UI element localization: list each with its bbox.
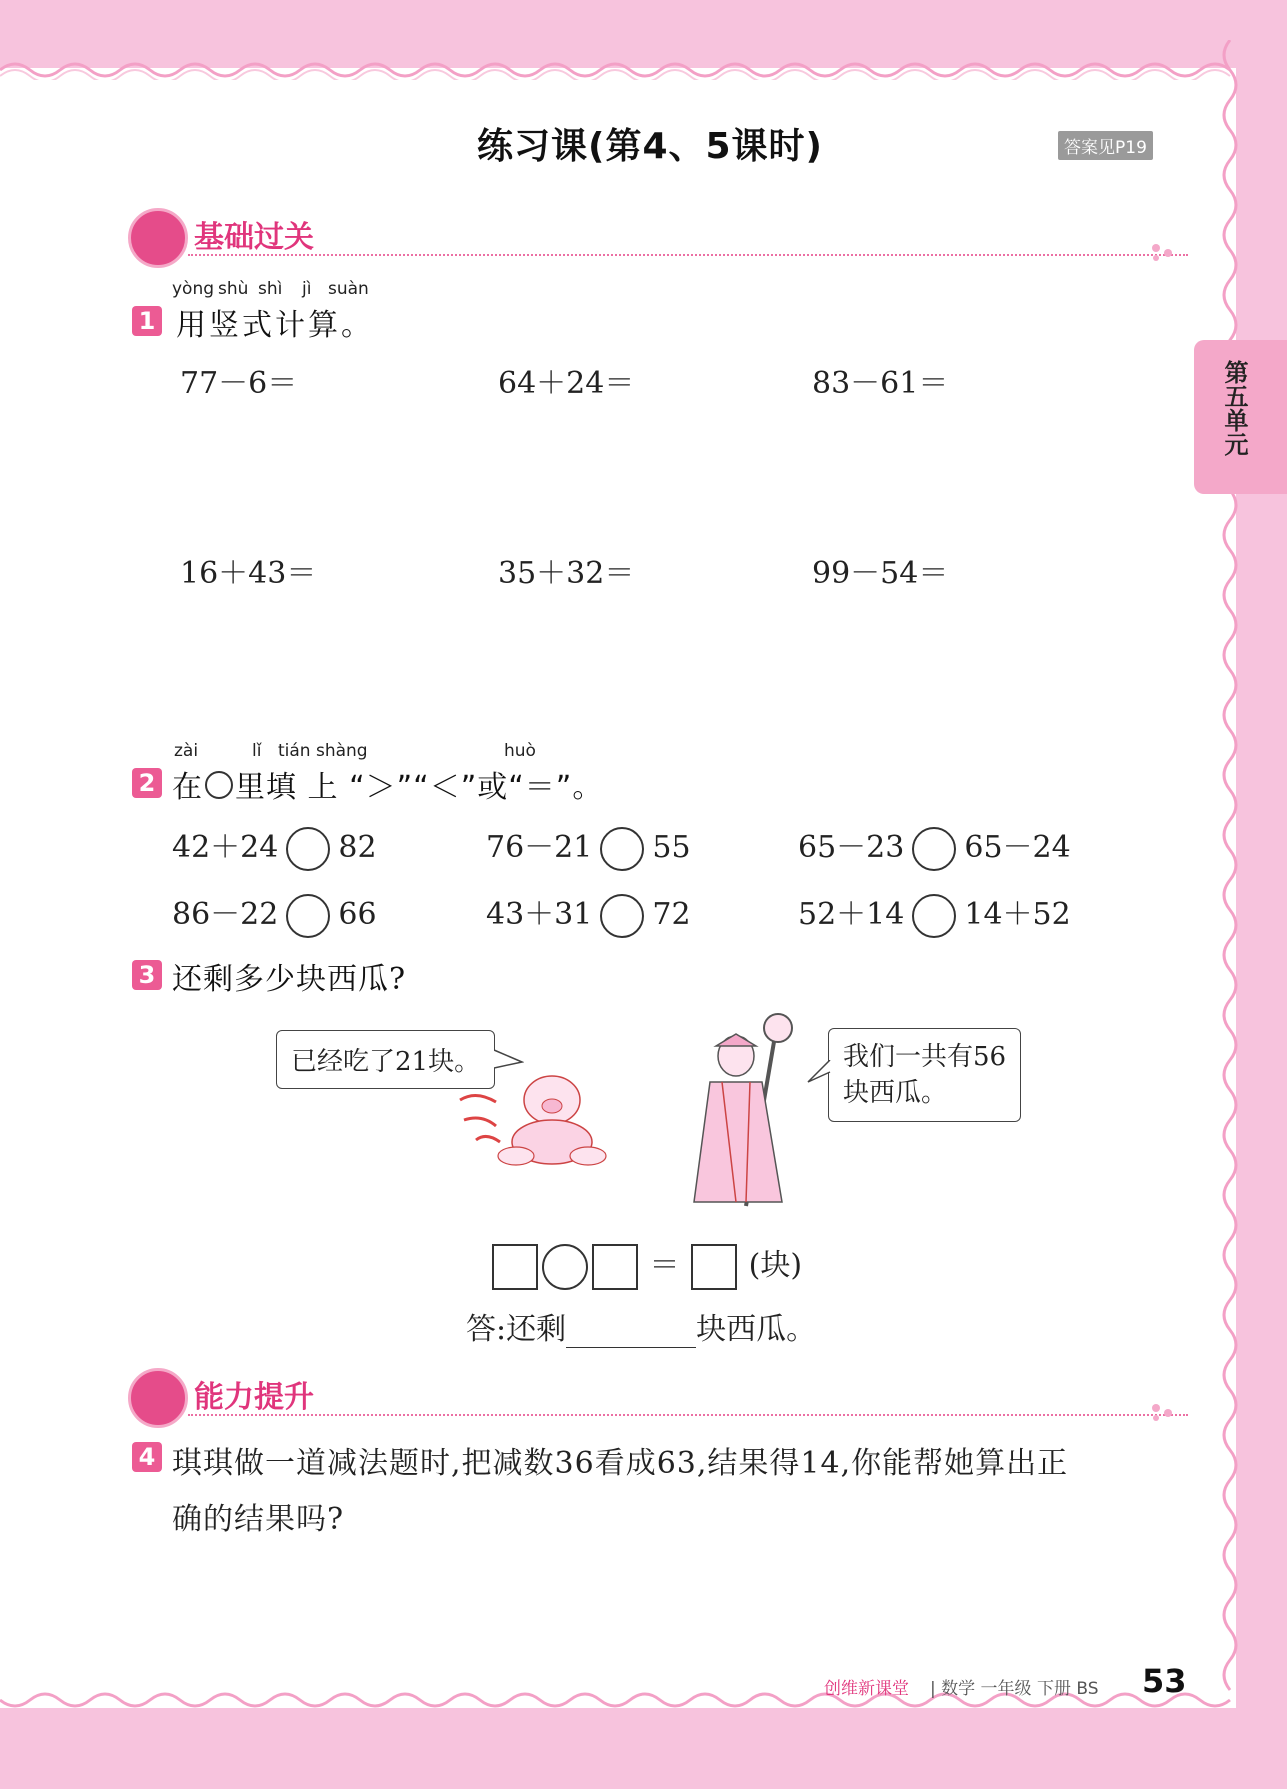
speech-bubble-right <box>828 1028 1021 1122</box>
pinyin-shi: shì <box>258 279 283 299</box>
bubble-right-line2: 块西瓜。 <box>843 1078 948 1108</box>
comparison-item <box>798 889 1071 938</box>
speech-bubble-left: 已经吃了21块。 <box>276 1030 495 1089</box>
answer-blank[interactable] <box>566 1321 696 1348</box>
section-divider <box>188 1414 1188 1416</box>
expression: 64＋24＝ <box>498 366 635 401</box>
comparison-item <box>798 822 1071 871</box>
answer-line <box>466 1304 816 1348</box>
comparison-right: 65－24 <box>964 830 1071 865</box>
question-2-text-part1: 在 <box>172 770 203 805</box>
comparison-item <box>172 822 377 871</box>
pig-character-illustration <box>456 1060 616 1170</box>
bubble-right-line1: 我们一共有56 <box>843 1042 1007 1072</box>
answer-box[interactable] <box>691 1244 737 1290</box>
section-advanced-label: 能力提升 <box>194 1380 314 1415</box>
footer-brand: 创维新课堂 <box>824 1679 909 1699</box>
section-advanced-header <box>128 1364 1178 1424</box>
unit-side-tab-label: 第五单元 <box>1220 360 1248 456</box>
unit-side-tab <box>1194 340 1287 494</box>
mascot-badge-icon <box>128 1368 188 1428</box>
comparison-right: 82 <box>338 830 377 865</box>
answer-prefix: 答:还剩 <box>466 1312 567 1347</box>
equation-row <box>490 1240 802 1290</box>
footer-book-info: | 数学 一年级 下册 BS <box>930 1679 1099 1699</box>
answer-circle[interactable] <box>600 827 644 871</box>
circle-icon <box>205 771 233 799</box>
right-wave-border <box>1200 40 1240 1710</box>
expression: 16＋43＝ <box>180 556 317 591</box>
section-dots-icon <box>1150 1402 1180 1422</box>
equation-unit: (块) <box>748 1248 803 1283</box>
top-wave-border <box>0 40 1236 80</box>
answer-box[interactable] <box>492 1244 538 1290</box>
comparison-left: 86－22 <box>172 897 279 932</box>
page-title: 练习课(第4、5课时) <box>476 126 823 167</box>
question-2-text <box>172 762 603 806</box>
question-2-text-part2: 里填 上 “＞”“＜”或“＝”。 <box>235 770 604 805</box>
comparison-left: 65－23 <box>798 830 905 865</box>
section-divider <box>188 254 1188 256</box>
section-dots-icon <box>1150 242 1180 262</box>
comparison-left: 43＋31 <box>486 897 593 932</box>
pinyin-tian-shang: tián shàng <box>278 741 368 761</box>
question-4-line1: 琪琪做一道减法题时,把减数36看成63,结果得14,你能帮她算出正 <box>172 1446 1069 1481</box>
monk-character-illustration <box>686 1010 816 1210</box>
comparison-left: 76－21 <box>486 830 593 865</box>
answer-circle[interactable] <box>286 894 330 938</box>
pinyin-li: lǐ <box>252 741 262 761</box>
answer-suffix: 块西瓜。 <box>696 1312 817 1347</box>
comparison-item <box>486 822 691 871</box>
comparison-left: 52＋14 <box>798 897 905 932</box>
page-number: 53 <box>1142 1662 1187 1700</box>
answer-circle[interactable] <box>912 827 956 871</box>
question-1-text: 用竖式计算。 <box>176 308 374 343</box>
comparison-right: 14＋52 <box>964 897 1071 932</box>
question-4-text <box>172 1436 1172 1548</box>
answer-box[interactable] <box>592 1244 638 1290</box>
pinyin-suan: suàn <box>328 279 369 299</box>
question-number-4: 4 <box>132 1442 162 1472</box>
mascot-badge-icon <box>128 208 188 268</box>
equals-sign: ＝ <box>649 1248 680 1283</box>
pinyin-zai: zài <box>174 741 199 761</box>
comparison-right: 72 <box>652 897 691 932</box>
comparison-right: 55 <box>652 830 691 865</box>
question-3-text: 还剩多少块西瓜? <box>172 962 407 997</box>
pinyin-huo: huò <box>504 741 536 761</box>
expression: 83－61＝ <box>812 366 949 401</box>
question-4-line2: 确的结果吗? <box>172 1502 345 1537</box>
question-number-3: 3 <box>132 960 162 990</box>
comparison-right: 66 <box>338 897 377 932</box>
pinyin-ji: jì <box>302 279 312 299</box>
question-number-2: 2 <box>132 768 162 798</box>
comparison-left: 42＋24 <box>172 830 279 865</box>
comparison-item <box>486 889 691 938</box>
operator-circle[interactable] <box>542 1244 588 1290</box>
answer-circle[interactable] <box>600 894 644 938</box>
answer-circle[interactable] <box>912 894 956 938</box>
section-basic-label: 基础过关 <box>194 220 314 255</box>
section-basic-header <box>128 204 1178 264</box>
question-number-1: 1 <box>132 306 162 336</box>
pinyin-yong: yòng <box>172 279 215 299</box>
pinyin-shu: shù <box>218 279 249 299</box>
expression: 99－54＝ <box>812 556 949 591</box>
expression: 35＋32＝ <box>498 556 635 591</box>
answer-reference-tag: 答案见P19 <box>1058 131 1153 160</box>
answer-circle[interactable] <box>286 827 330 871</box>
comparison-item <box>172 889 377 938</box>
expression: 77－6＝ <box>180 366 298 401</box>
